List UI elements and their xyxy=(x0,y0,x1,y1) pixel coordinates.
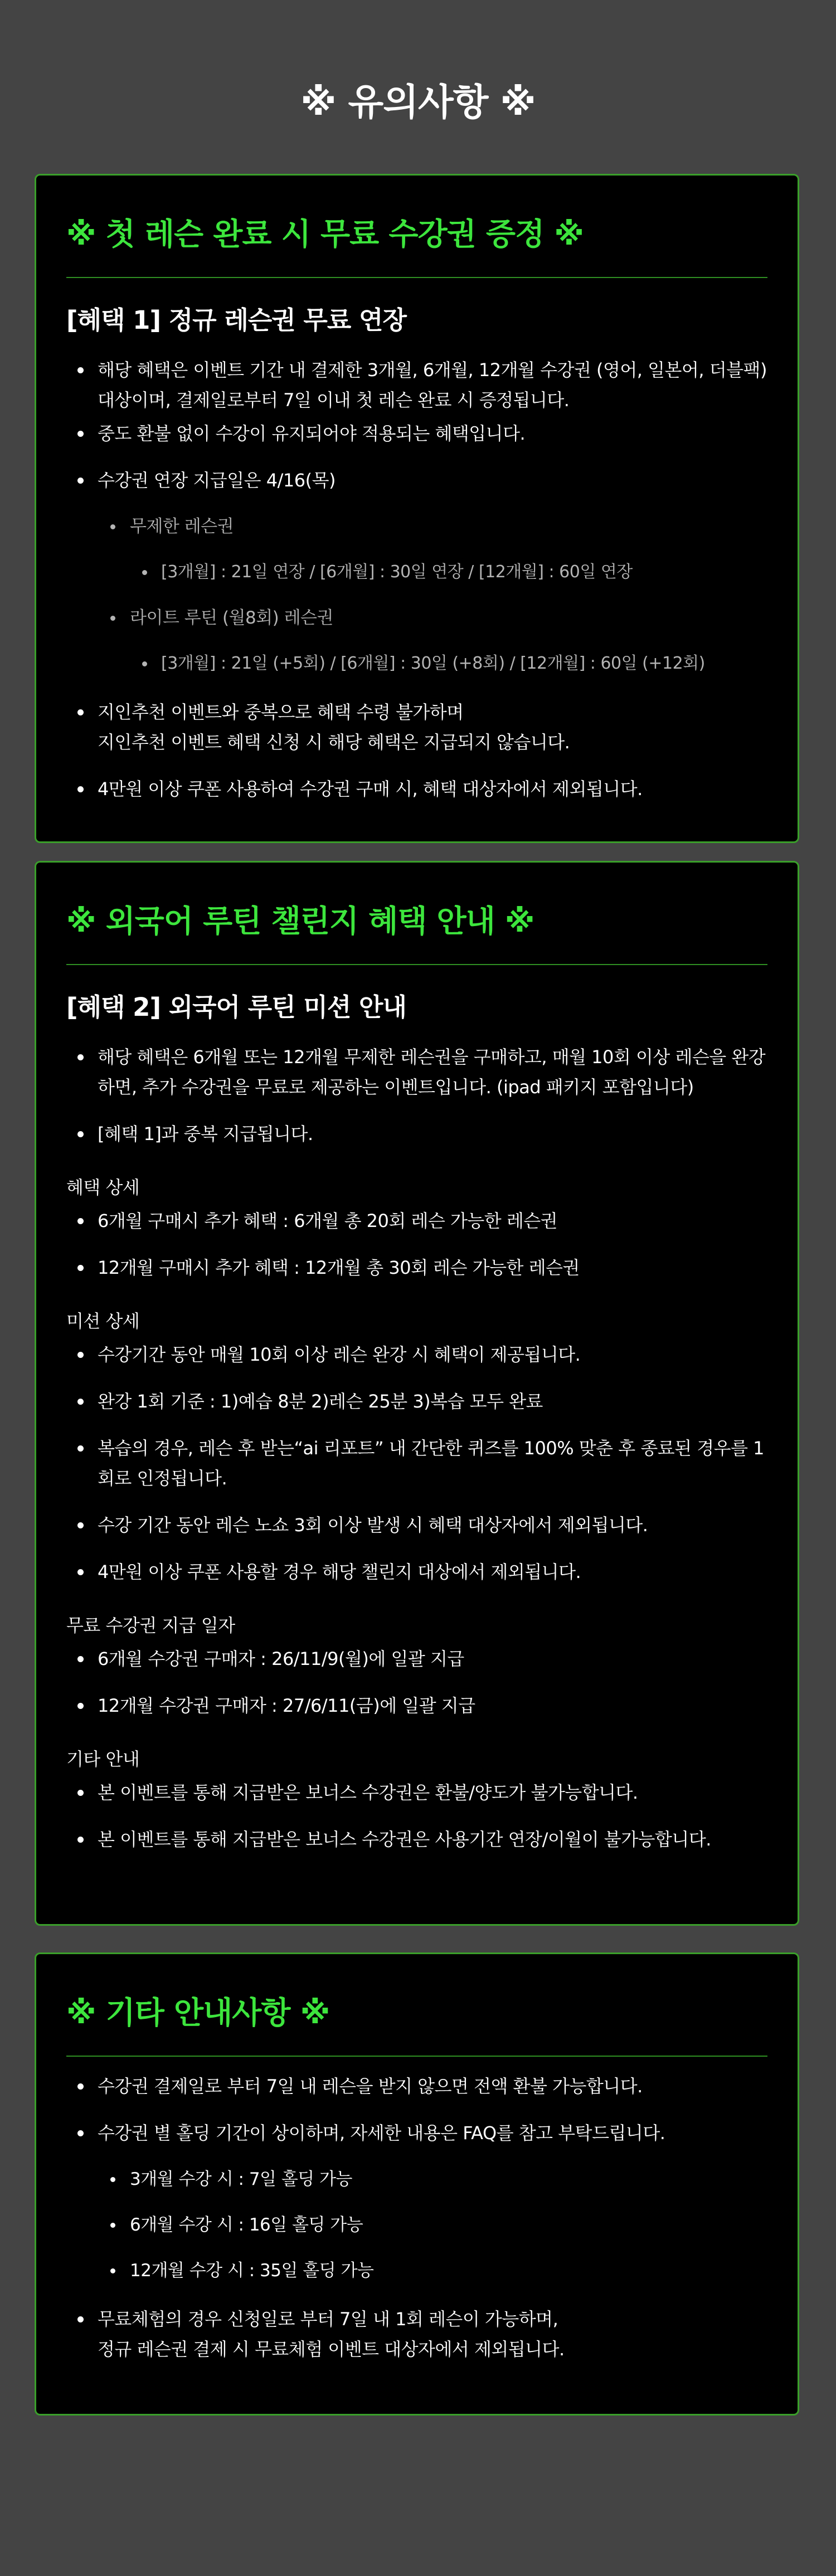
list-item: 복습의 경우, 레슨 후 받는“ai 리포트” 내 간단한 퀴즈를 100% 맞춘 후 종료된 경우를 1회로 인정됩니다. xyxy=(66,1433,767,1493)
list-item xyxy=(66,697,767,757)
list-item: 수강권 연장 지급일은 4/16(목) xyxy=(66,465,767,495)
list-item: [3개월] : 21일 (+5회) / [6개월] : 30일 (+8회) / [12개월] : 60일 (+12회) xyxy=(66,649,767,678)
list-item xyxy=(66,2304,767,2364)
list-item: 무제한 레슨권 xyxy=(66,512,767,541)
notice-list xyxy=(66,2071,767,2364)
list-item: 본 이벤트를 통해 지급받은 보너스 수강권은 환불/양도가 불가능합니다. xyxy=(66,1778,767,1808)
list-item: 수강권 별 홀딩 기간이 상이하며, 자세한 내용은 FAQ를 참고 부탁드립니다. xyxy=(66,2118,767,2148)
list-item: 수강기간 동안 매월 10회 이상 레슨 완강 시 혜택이 제공됩니다. xyxy=(66,1340,767,1370)
list-item: 완강 1회 기준 : 1)예습 8분 2)레슨 25분 3)복습 모두 완료 xyxy=(66,1386,767,1416)
divider xyxy=(66,277,767,278)
notice-list xyxy=(66,355,767,804)
list-item: 3개월 수강 시 : 7일 홀딩 가능 xyxy=(66,2165,767,2194)
benefit-list xyxy=(66,1206,767,1283)
benefit-heading: [혜택 1] 정규 레슨권 무료 연장 xyxy=(66,305,406,335)
list-item: 6개월 수강권 구매자 : 26/11/9(월)에 일괄 지급 xyxy=(66,1644,767,1674)
card-title: ※ 외국어 루틴 챌린지 혜택 안내 ※ xyxy=(66,903,534,939)
notice-list xyxy=(66,1042,767,1149)
list-item-line: 정규 레슨권 결제 시 무료체험 이벤트 대상자에서 제외됩니다. xyxy=(98,2339,565,2360)
section-label-benefit: 혜택 상세 xyxy=(66,1177,140,1198)
divider xyxy=(66,2056,767,2057)
notice-card-first-lesson xyxy=(35,174,799,843)
notice-card-routine-challenge xyxy=(35,861,799,1926)
benefit-heading: [혜택 2] 외국어 루틴 미션 안내 xyxy=(66,992,406,1022)
notice-card-other xyxy=(35,1952,799,2416)
list-item: 라이트 루틴 (월8회) 레슨권 xyxy=(66,603,767,632)
date-list xyxy=(66,1644,767,1721)
list-item: 6개월 구매시 추가 혜택 : 6개월 총 20회 레슨 가능한 레슨권 xyxy=(66,1206,767,1236)
list-item: 수강 기간 동안 레슨 노쇼 3회 이상 발생 시 혜택 대상자에서 제외됩니다. xyxy=(66,1510,767,1540)
list-item: 해당 혜택은 이벤트 기간 내 결제한 3개월, 6개월, 12개월 수강권 (영어, 일본어, 더블팩) 대상이며, 결제일로부터 7일 이내 첫 레슨 완료 시 증정됩니다. xyxy=(66,355,767,415)
list-item: 본 이벤트를 통해 지급받은 보너스 수강권은 사용기간 연장/이월이 불가능합니다. xyxy=(66,1824,767,1854)
list-item: 12개월 수강권 구매자 : 27/6/11(금)에 일괄 지급 xyxy=(66,1691,767,1721)
list-item-line: 지인추천 이벤트와 중복으로 혜택 수령 불가하며 xyxy=(98,702,464,723)
divider xyxy=(66,964,767,965)
list-item: 4만원 이상 쿠폰 사용하여 수강권 구매 시, 혜택 대상자에서 제외됩니다. xyxy=(66,774,767,804)
card-title: ※ 기타 안내사항 ※ xyxy=(66,1995,330,2030)
section-label-date: 무료 수강권 지급 일자 xyxy=(66,1615,235,1636)
card-title: ※ 첫 레슨 완료 시 무료 수강권 증정 ※ xyxy=(66,216,584,252)
section-label-etc: 기타 안내 xyxy=(66,1749,140,1770)
list-item: 해당 혜택은 6개월 또는 12개월 무제한 레슨권을 구매하고, 매월 10회 이상 레슨을 완강하면, 추가 수강권을 무료로 제공하는 이벤트입니다. (ipad 패키지 포함입니다) xyxy=(66,1042,767,1102)
list-item: 12개월 수강 시 : 35일 홀딩 가능 xyxy=(66,2256,767,2285)
etc-list xyxy=(66,1778,767,1854)
list-item: 중도 환불 없이 수강이 유지되어야 적용되는 혜택입니다. xyxy=(66,418,767,449)
list-item: [혜택 1]과 중복 지급됩니다. xyxy=(66,1119,767,1149)
page-title: ※ 유의사항 ※ xyxy=(300,81,536,124)
section-label-mission: 미션 상세 xyxy=(66,1311,140,1332)
list-item: 수강권 결제일로 부터 7일 내 레슨을 받지 않으면 전액 환불 가능합니다. xyxy=(66,2071,767,2101)
list-item: 4만원 이상 쿠폰 사용할 경우 해당 챌린지 대상에서 제외됩니다. xyxy=(66,1557,767,1587)
list-item-line: 지인추천 이벤트 혜택 신청 시 해당 혜택은 지급되지 않습니다. xyxy=(98,732,570,753)
mission-list xyxy=(66,1340,767,1587)
list-item: [3개월] : 21일 연장 / [6개월] : 30일 연장 / [12개월] : 60일 연장 xyxy=(66,558,767,587)
list-item: 6개월 수강 시 : 16일 홀딩 가능 xyxy=(66,2210,767,2239)
list-item: 12개월 구매시 추가 혜택 : 12개월 총 30회 레슨 가능한 레슨권 xyxy=(66,1253,767,1283)
list-item-line: 무료체험의 경우 신청일로 부터 7일 내 1회 레슨이 가능하며, xyxy=(98,2309,558,2330)
